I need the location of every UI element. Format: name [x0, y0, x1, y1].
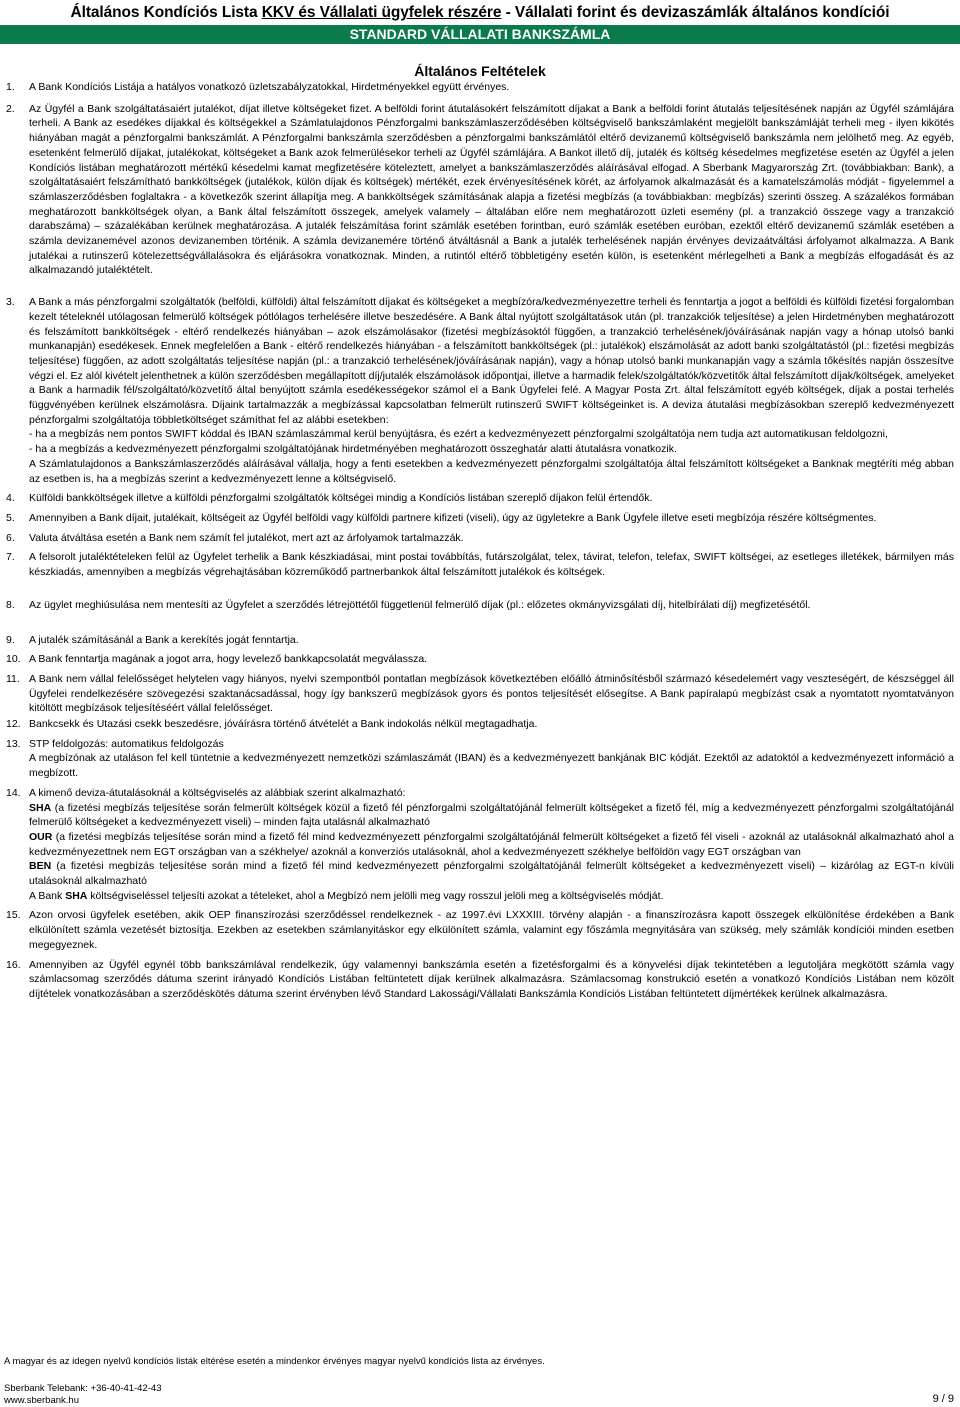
item-text: A Számlatulajdonos a Bankszámlaszerződés aláírásával vállalja, hogy a fenti esetekben a kedvezményezett pénzforgalmi szolgáltatója által felszámított költségeket a Banknak megtéríti még abban az esetben is, ha a megbízás szerint a kedvezményezett lenne a költségviselő. [29, 457, 954, 485]
cost-code: SHA [29, 801, 52, 814]
cost-bearing-option: SHA (a fizetési megbízás teljesítése során felmerült költségek közül a fizető fél pénzforgalmi szolgáltatójánál felmerült költségeket a fizető fél, míg a kedvezményezett pénzforgalmi szolgáltatójánál felmerülő költségeket a kedvezményezett viseli) – minden fajta utalásnál alkalmazható [29, 801, 954, 829]
item-text: Az Ügyfél a Bank szolgáltatásaiért jutalékot, díjat illetve költségeket fizet. A belföldi forint átutalásokért felszámított díjakat a Bank a belföldi forint átutalás teljesítésének napján az Ügyfél számlájára terheli. A Bank az esedékes díjakkal és költségekkel a Számlatulajdonos Pénzforgalmi bankszámlaszerződésében költségviselő bankszámlaként megjelölt bankszámláját terheli meg - ilyen kikötés hiányában magát a pénzforgalmi bankszámlát. A Pénzforgalmi bankszámla szerződésben a pénzforgalmi bankszámlától eltérő devizanemű költségviselő bankszámla nem jelölhető meg. Az egyéb, esetenként felmerülő díjakat, jutalékokat, költségeket a Bank azok felmerülésekor terheli az Ügyfél számlájára. A Bankot illető díj, jutalék és költség késedelmes megfizetése esetén az Ügyfél a jelen Kondíciós listában meghatározott mértékű késedelmi kamat megfizetésére köteleztett, amelyet a bankszámlaszerződés aláírásával elfogad. A Sberbank Magyarország Zrt. (továbbiakban: Bank), a szolgáltatásaiért felszámítható bankköltségek (jutalékok, külön díjak és költségek) mértékét, ezek érvényesítésének körét, az árfolyamok alkalmazását és a kamatelszámolás módját - figyelemmel a számlaszerződésben foglaltakra - a következők szerint állapítja meg. A bankköltségek számításának alapja a fizetési megbízás (a továbbiakban: megbízás) szerinti összeg. A százalékos formában meghatározott bankköltségek olyan, a Bank által felszámított összegek, amelyek valamely – általában előre nem meghatározott üzleti esemény (pl. a tranzakció összege vagy a tranzakció darabszáma) – százalékában kerülnek meghatározása. A jutalék felszámítása forint számlák esetében forintban, euró számlák esetében euróban, ezektől eltérő devizanemű számlák esetében a számla devizanemével azonos devizanemben történik. A számla devizanemére történő átváltásnál a Bank a jutalék terhelésének napján érvényes devizaátváltási árfolyamot alkalmazza. A Bank jutalékai a rutinszerű kötelezettségvállalásokra és eljárásokra vonatkoznak. Minden, a rutintól eltérő többletigény esetén külön, is esetenként mérlegelheti a Bank a megbízás elfogadását és az alkalmazandó jutaléktételt. [29, 102, 954, 277]
item-text: A Bank fenntartja magának a jogot arra, hogy levelező bankkapcsolatát megválassza. [29, 653, 428, 666]
item-text: - ha a megbízás nem pontos SWIFT kóddal és IBAN számlaszámmal kerül benyújtásra, és ezért a kedvezményezett pénzforgalmi szolgáltatója nem tudja azt automatikusan feldolgozni, [29, 428, 888, 441]
page-number: 9 / 9 [932, 1393, 954, 1405]
item-text: Azon orvosi ügyfelek esetében, akik OEP finanszírozási szerződéssel rendelkeznek - az 1997.évi LXXXIII. törvény alapján - a finanszírozásra kapott összegek elkülönítése érdekében a Bank elkülönített számla vezetését biztosítja. Ezekben az esetekben számlanyitáskor egy elkülönített számla, valamint egy főszámla megnyitására van szükség, mely számlák kondíciói minden esetben megegyeznek. [29, 909, 954, 951]
condition-item [6, 295, 954, 486]
item-text: STP feldolgozás: automatikus feldolgozás [29, 737, 224, 750]
footer-telebank: Sberbank Telebank: +36-40-41-42-43 [4, 1383, 162, 1394]
condition-item [6, 598, 954, 613]
condition-item [6, 491, 954, 506]
cost-bearing-option: A Bank SHA költségviseléssel teljesíti azokat a tételeket, ahol a Megbízó nem jelölli meg vagy rosszul jelöli meg a költségviselés módját. [29, 889, 664, 902]
condition-item [6, 550, 954, 579]
condition-item [6, 717, 954, 732]
item-number: 15. [6, 909, 21, 922]
item-text: Amennyiben a Bank díjait, jutalékait, költségeit az Ügyfél belföldi vagy külföldi partnere kifizeti (viseli), úgy az ügyletekre a Bank Ügyfele illetve eseti megbízója részére költségmentes. [29, 511, 877, 524]
item-text: A megbízónak az utaláson fel kell tüntetnie a kedvezményezett nemzetközi számlaszámát (IBAN) és a kedvezményezett bankjának BIC kódját. Ezektől az adatoktól a kedvezményezett információ a megbízott. [29, 752, 954, 780]
item-number: 12. [6, 718, 21, 731]
condition-item [6, 633, 954, 648]
section-title: Általános Feltételek [414, 63, 546, 79]
item-text: - ha a megbízás a kedvezményezett pénzforgalmi szolgáltatójának hirdetményében meghatározott összeghatár alatti átutalásra vonatkozik. [29, 443, 677, 456]
condition-item [6, 80, 954, 95]
item-text: A kimenő deviza-átutalásoknál a költségviselés az alábbiak szerint alkalmazható: [29, 786, 406, 799]
item-number: 11. [6, 672, 20, 685]
cost-bearing-option: OUR (a fizetési megbízás teljesítése során mind a fizető fél mind kedvezményezett pénzforgalmi szolgáltatójánál felmerült költségeket a fizető fél viseli - azoknál az utalásoknál alkalmazható ahol a kedvezményezettnek nem EGT országban van a székhelye/ azoknál a konverziós utalásoknál, ahol a kedvezményezett székhelye belföldön vagy EGT országban van [29, 830, 954, 858]
item-text: Amennyiben az Ügyfél egynél több bankszámlával rendelkezik, úgy valamennyi bankszámla esetén a fizetésforgalmi és a könyvelési díjak tekintetében a legutoljára megkötött számla vagy számlacsomag szerződés dátuma szerint irányadó Kondíciós Listában feltüntetett díjak kerülnek alkalmazásra. Számlacsomag konstrukció esetén a vonatkozó Kondíciós Listában nem közölt díjtételek vonatkozásában a szerződéskötés dátuma szerint érvényben lévő Standard Lakossági/Vállalati Bankszámla Kondíciós Listában feltüntetett díjmértékek kerülnek alkalmazásra. [29, 958, 954, 1000]
item-number: 10. [6, 653, 21, 666]
condition-item [6, 511, 954, 526]
condition-item [6, 958, 954, 1002]
item-number: 4. [6, 492, 15, 505]
header-title-part2: - Vállalati forint és devizaszámlák általános kondíciói [501, 4, 890, 21]
item-text: Az ügylet meghiúsulása nem mentesíti az Ügyfelet a szerződés létrejöttétől függetlenül felmerülő díjak (pl.: előzetes okmányvizsgálati díj, hitelbírálati díj) megfizetésétől. [29, 598, 811, 611]
item-number: 5. [6, 511, 15, 524]
footer-note: A magyar és az idegen nyelvű kondíciós listák eltérése esetén a mindenkor érvényes magyar nyelvű kondíciós lista az érvényes. [4, 1356, 545, 1367]
item-text: A Bank nem vállal felelősséget helytelen vagy hiányos, nyelvi szempontból pontatlan megbízások következtében előálló átminősítésből származó késedelemért vagy veszteségért, de készséggel áll Ügyfelei rendelkezésére szövegezési szaktanácsadással, hogy így bankszerű megbízások gyors és pontos teljesítését elősegítse. A Bank papíralapú megbízást csak a nyomtatott nyomtatványon kitöltött megbízások teljesítéséért vállal felelősséget. [29, 672, 954, 715]
item-number: 3. [6, 296, 15, 309]
item-text: Bankcsekk és Utazási csekk beszedésre, jóváírásra történő átvételét a Bank indokolás nélkül megtagadhatja. [29, 718, 538, 731]
condition-item [6, 531, 954, 546]
item-number: 8. [6, 598, 15, 611]
item-number: 2. [6, 102, 15, 115]
item-number: 1. [6, 81, 15, 93]
condition-item [6, 908, 954, 952]
footer-website: www.sberbank.hu [4, 1395, 79, 1406]
item-text: A felsorolt jutaléktételeken felül az Ügyfelet terhelik a Bank készkiadásai, mint postai továbbítás, futárszolgálat, telex, távirat, telefon, telefax, SWIFT költségei, az esetleges illetékek, bármilyen más készkiadás, amennyiben a megbízás végrehajtásában közreműködő partnerbankok által felszámított jutalékok és költségek. [29, 551, 954, 579]
item-number: 7. [6, 551, 15, 564]
account-type-band: STANDARD VÁLLALATI BANKSZÁMLA [0, 25, 960, 44]
item-number: 16. [6, 958, 21, 971]
item-text: A Bank Kondíciós Listája a hatályos vonatkozó üzletszabályzatokkal, Hirdetményekkel együtt érvényes. [29, 81, 510, 93]
item-text: Valuta átváltása esetén a Bank nem számít fel jutalékot, mert azt az árfolyamok tartalmazzák. [29, 531, 464, 544]
document-header [0, 0, 960, 23]
item-number: 6. [6, 531, 15, 544]
condition-item [6, 737, 954, 781]
condition-item [6, 652, 954, 667]
item-number: 13. [6, 737, 21, 750]
item-number: 9. [6, 633, 15, 646]
condition-item [6, 102, 954, 278]
cost-code: BEN [29, 860, 52, 873]
header-title-part1: Általános Kondíciós Lista [70, 4, 262, 21]
condition-item [6, 672, 954, 716]
item-number: 14. [6, 786, 21, 799]
condition-item [6, 786, 954, 904]
footer-contact [4, 1383, 161, 1407]
conditions-list [6, 80, 954, 1002]
cost-code: OUR [29, 830, 53, 843]
item-text: A Bank a más pénzforgalmi szolgáltatók (belföldi, külföldi) által felszámított díjakat és költségeket a megbízóra/kedvezményezettre terheli és fenntartja a jogot a belföldi és külföldi fizetési forgalomban kezelt tételeknél utólagosan felmerülő költségek pótlólagos terhelésére illetve beszedésére. A Bank által nyújtott szolgáltatások után (pl. tranzakciók teljesítése) a jelen Hirdetményben meghatározott és felszámított bankköltségek - eltérő rendelkezés hiányában – azok elszámolásakor (fizetési megbízásoktól függően, a tranzakció terhelésének/jóváírásának napján vagy a hónap utolsó banki munkanapján) esedékesek. Ennek megfelelően a Bank - eltérő rendelkezés hiányában - a felszámított bankköltségek (pl.: jutalékok) elszámolását az adott banki szolgáltatástól (pl.: fizetési megbízás teljesítése) függően, az adott szolgáltatás teljesítése napján (pl.: a tranzakció terhelésének/jóváírásának napján), vagy a hónap utolsó banki munkanapján vagy a számla tőkésítés napján összesítve végzi el. Ez alól kivételt jelenthetnek a külön szerződésben megállapított díj/jutalék elszámolások időpontjai, illetve a harmadik felek/szolgáltatók/közvetítők által felszámított díjak/költségek, amelyeket a Bank a harmadik fél/szolgáltató/közvetítő által benyújtott számla esedékességekor számol el a Bank Ügyfelei felé. A Magyar Posta Zrt. által felszámított egyéb költségek, díjak a postai terhelés függvényében kerülnek elszámolásra. Díjaink tartalmazzák a megbízással kapcsolatban felmerült rutinszerű SWIFT költségeinket is. A deviza átutalási megbízásokban szereplő kedvezményezett pénzforgalmi szolgáltatója többletköltséget számíthat fel az alábbi esetekben: [29, 296, 954, 426]
header-title-underlined: KKV és Vállalati ügyfelek részére [261, 4, 502, 21]
item-text: Külföldi bankköltségek illetve a külföldi pénzforgalmi szolgáltatók költségei mindig a Kondíciós listában szereplő díjakon felül értendők. [29, 492, 653, 505]
item-text: A jutalék számításánál a Bank a kerekítés jogát fenntartja. [29, 633, 299, 646]
cost-bearing-option: BEN (a fizetési megbízás teljesítése során mind a fizető fél mind kedvezményezett pénzforgalmi szolgáltatójánál felmerült költségeket a kedvezményezett viseli) – kizárólag az EGT-n kívüli utalásoknál alkalmazható [29, 860, 954, 888]
cost-code: SHA [65, 889, 88, 902]
